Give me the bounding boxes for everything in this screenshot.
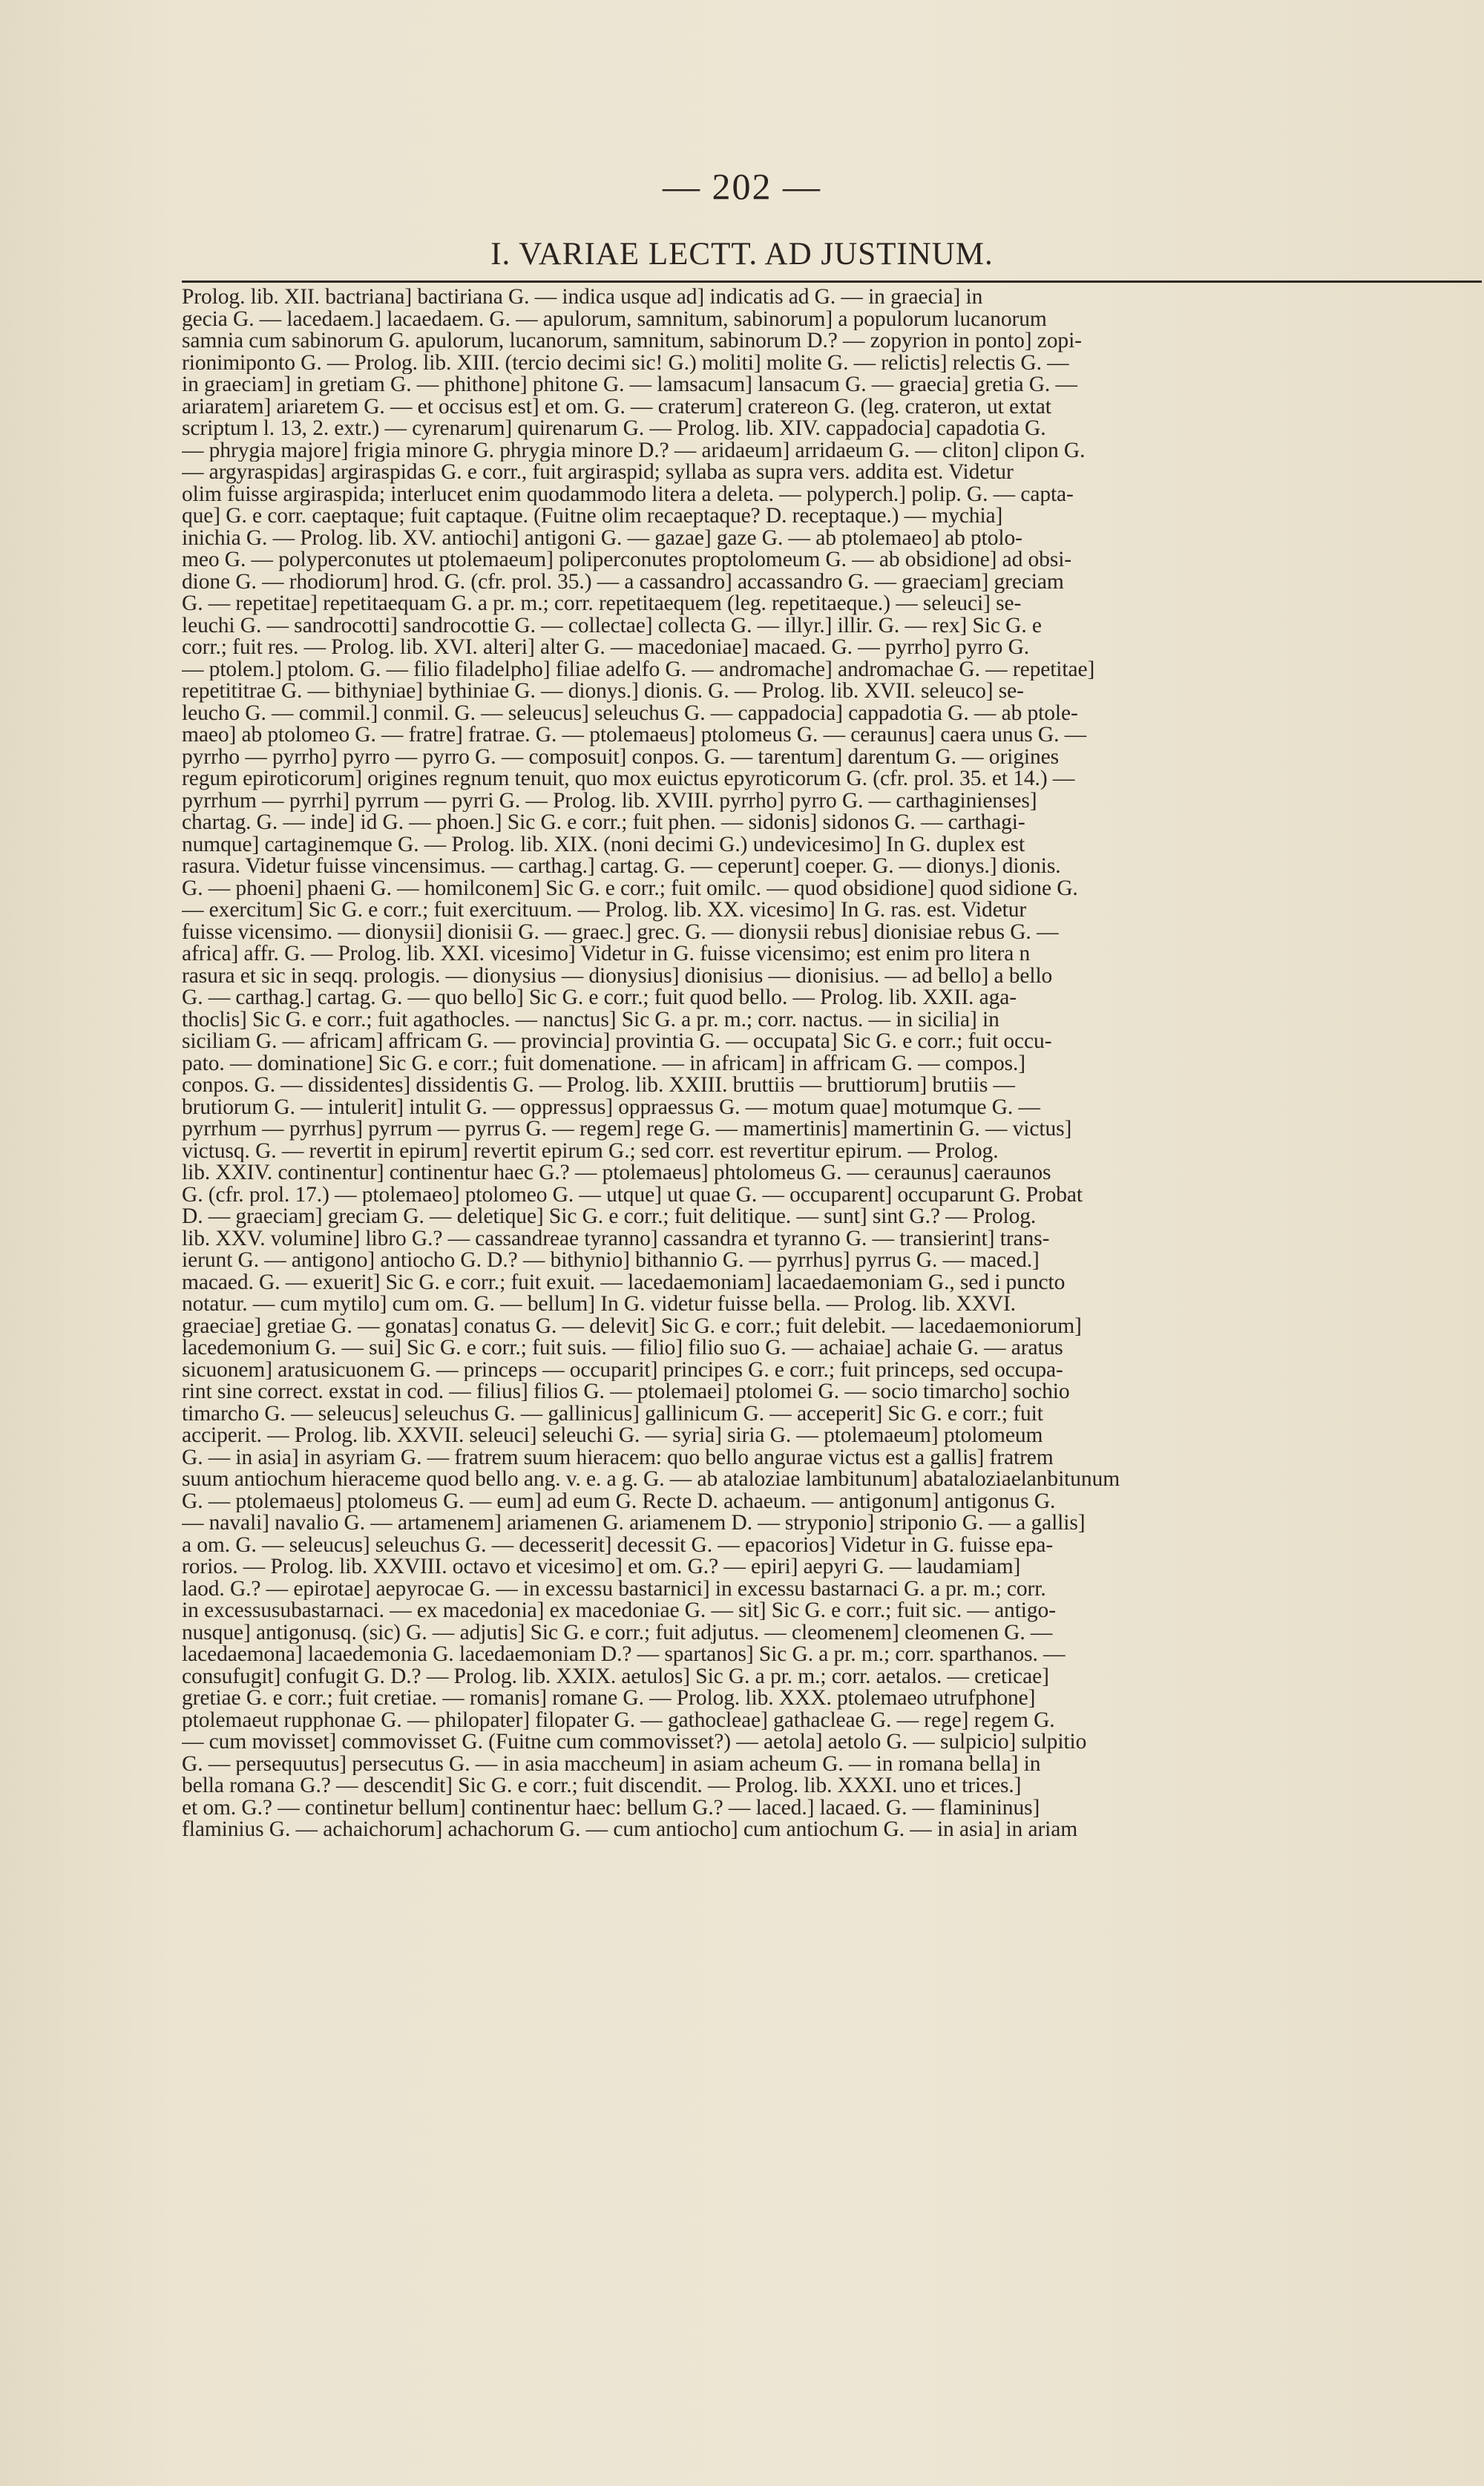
- text-line: bella romana G.? — descendit] Sic G. e corr.; fuit discendit. — Prolog. lib. XXXI. uno et trices.]: [182, 1775, 1022, 1797]
- text-line: in graeciam] in gretiam G. — phithone] phitone G. — lamsacum] lansacum G. — graecia] gretia G. —: [182, 374, 1077, 396]
- text-line: G. (cfr. prol. 17.) — ptolemaeo] ptolomeo G. — utque] ut quae G. — occuparent] occuparunt G. Probat: [182, 1184, 1083, 1206]
- text-line: thoclis] Sic G. e corr.; fuit agathocles. — nanctus] Sic G. a pr. m.; corr. nactus. — in sicilia] in: [182, 1008, 999, 1031]
- text-line: pyrrhum — pyrrhus] pyrrum — pyrrus G. — regem] rege G. — mamertinis] mamertinin G. — victus]: [182, 1118, 1072, 1141]
- running-head: I. VARIAE LECTT. AD JUSTINUM.: [490, 237, 994, 272]
- text-line: G. — repetitae] repetitaequam G. a pr. m.; corr. repetitaequem (leg. repetitaeque.) — seleuci] se-: [182, 593, 1022, 615]
- text-line: maeo] ab ptolomeo G. — fratre] fratrae. G. — ptolemaeus] ptolomeus G. — ceraunus] caera unus G. —: [182, 724, 1087, 747]
- text-line: victusq. G. — revertit in epirum] revertit epirum G.; sed corr. est revertitur epirum. — Prolog.: [182, 1140, 999, 1162]
- text-line: — ptolem.] ptolom. G. — filio filadelpho] filiae adelfo G. — andromache] andromachae G. — repetitae]: [182, 658, 1095, 680]
- text-line: G. — ptolemaeus] ptolomeus G. — eum] ad eum G. Recte D. achaeum. — antigonum] antigonus G.: [182, 1490, 1056, 1512]
- text-line: timarcho G. — seleucus] seleuchus G. — gallinicus] gallinicum G. — acceperit] Sic G. e corr.; fuit: [182, 1403, 1043, 1425]
- text-line: samnia cum sabinorum G. apulorum, lucanorum, samnitum, sabinorum D.? — zopyrion in ponto] zopi-: [182, 330, 1082, 352]
- text-line: — navali] navalio G. — artamenem] ariamenen G. ariamenem D. — stryponio] striponio G. — a gallis]: [182, 1512, 1086, 1535]
- text-line: in excessusubastarnaci. — ex macedonia] ex macedoniae G. — sit] Sic G. e corr.; fuit sic. — antigo-: [182, 1600, 1056, 1622]
- text-line: acciperit. — Prolog. lib. XXVII. seleuci] seleuchi G. — syria] siria G. — ptolemaeum] ptolomeum: [182, 1425, 1043, 1447]
- text-line: D. — graeciam] greciam G. — deletique] Sic G. e corr.; fuit delitique. — sunt] sint G.? — Prolog.: [182, 1206, 1037, 1228]
- text-line: chartag. G. — inde] id G. — phoen.] Sic G. e corr.; fuit phen. — sidonis] sidonos G. — carthagi-: [182, 812, 1025, 834]
- apparatus-text: [182, 286, 1482, 1841]
- text-line: — phrygia majore] frigia minore G. phrygia minore D.? — aridaeum] arridaeum G. — cliton] clipon G.: [182, 439, 1086, 462]
- text-line: a om. G. — seleucus] seleuchus G. — decesserit] decessit G. — epacorios] Videtur in G. fuisse epa-: [182, 1534, 1054, 1556]
- text-line: dione G. — rhodiorum] hrod. G. (cfr. prol. 35.) — a cassandro] accassandro G. — graeciam] greciam: [182, 571, 1064, 593]
- text-line: notatur. — cum mytilo] cum om. G. — bellum] In G. videtur fuisse bella. — Prolog. lib. XXVI.: [182, 1293, 1016, 1316]
- text-line: — cum movisset] commovisset G. (Fuitne cum commovisset?) — aetola] aetolo G. — sulpicio] sulpitio: [182, 1731, 1087, 1754]
- text-line: G. — persequutus] persecutus G. — in asia maccheum] in asiam acheum G. — in romana bella] in: [182, 1753, 1041, 1775]
- text-line: graeciae] gretiae G. — gonatas] conatus G. — delevit] Sic G. e corr.; fuit delebit. — lacedaemoniorum]: [182, 1315, 1082, 1337]
- text-line: fuisse vicensimo. — dionysii] dionisii G. — graec.] grec. G. — dionysii rebus] dionisiae rebus G. —: [182, 921, 1059, 943]
- text-line: rionimiponto G. — Prolog. lib. XIII. (tercio decimi sic! G.) moliti] molite G. — relictis] relectis G. —: [182, 352, 1069, 374]
- text-line: consufugit] confugit G. D.? — Prolog. lib. XXIX. aetulos] Sic G. a pr. m.; corr. aetalos. — creticae]: [182, 1665, 1049, 1688]
- text-line: ierunt G. — antigono] antiocho G. D.? — bithynio] bithannio G. — pyrrhus] pyrrus G. — maced.]: [182, 1250, 1040, 1272]
- text-line: africa] affr. G. — Prolog. lib. XXI. vicesimo] Videtur in G. fuisse vicensimo; est enim pro litera n: [182, 943, 1031, 965]
- text-line: leucho G. — commil.] conmil. G. — seleucus] seleuchus G. — cappadocia] cappadotia G. — ab ptole-: [182, 702, 1078, 724]
- text-line: siciliam G. — africam] affricam G. — provincia] provintia G. — occupata] Sic G. e corr.; fuit occu-: [182, 1031, 1052, 1053]
- text-line: lib. XXIV. continentur] continentur haec G.? — ptolemaeus] phtolomeus G. — ceraunus] caeraunos: [182, 1162, 1051, 1184]
- text-line: rorios. — Prolog. lib. XXVIII. octavo et vicesimo] et om. G.? — epiri] aepyri G. — laudamiam]: [182, 1556, 1021, 1578]
- text-line: flaminius G. — achaichorum] achachorum G. — cum antiocho] cum antiochum G. — in asia] in ariam: [182, 1819, 1078, 1841]
- text-line: que] G. e corr. caeptaque; fuit captaque. (Fuitne olim recaeptaque? D. receptaque.) — mychia]: [182, 505, 1003, 528]
- text-line: Prolog. lib. XII. bactriana] bactiriana G. — indica usque ad] indicatis ad G. — in graecia] in: [182, 286, 983, 309]
- text-line: numque] cartaginemque G. — Prolog. lib. XIX. (noni decimi G.) undevicesimo] In G. duplex est: [182, 833, 1025, 856]
- text-line: G. — in asia] in asyriam G. — fratrem suum hieracem: quo bello angurae victus est a gallis] fratrem: [182, 1446, 1054, 1469]
- text-line: corr.; fuit res. — Prolog. lib. XVI. alteri] alter G. — macedoniae] macaed. G. — pyrrho] pyrro G.: [182, 637, 1030, 659]
- text-line: laod. G.? — epirotae] aepyrocae G. — in excessu bastarnici] in excessu bastarnaci G. a pr. m.; corr.: [182, 1578, 1046, 1600]
- text-line: pyrrhum — pyrrhi] pyrrum — pyrri G. — Prolog. lib. XVIII. pyrrho] pyrro G. — carthaginienses]: [182, 790, 1037, 812]
- text-line: inichia G. — Prolog. lib. XV. antiochi] antigoni G. — gazae] gaze G. — ab ptolemaeo] ab ptolo-: [182, 527, 1022, 549]
- text-line: et om. G.? — continetur bellum] continentur haec: bellum G.? — laced.] lacaed. G. — flamininus]: [182, 1797, 1040, 1819]
- text-line: rasura. Videtur fuisse vincensimus. — carthag.] cartag. G. — ceperunt] coeper. G. — dionys.] dionis.: [182, 856, 1061, 878]
- text-line: — exercitum] Sic G. e corr.; fuit exercituum. — Prolog. lib. XX. vicesimo] In G. ras. est. Videtur: [182, 899, 1027, 922]
- text-line: ariaratem] ariaretem G. — et occisus est] et om. G. — craterum] cratereon G. (leg. crateron, ut extat: [182, 396, 1051, 418]
- text-line: ptolemaeut rupphonae G. — philopater] filopater G. — gathocleae] gathacleae G. — rege] regem G.: [182, 1709, 1055, 1731]
- text-line: gecia G. — lacedaem.] lacaedaem. G. — apulorum, samnitum, sabinorum] a populorum lucanorum: [182, 308, 1047, 330]
- text-line: sicuonem] aratusicuonem G. — princeps — occuparit] principes G. e corr.; fuit princeps, sed occupa-: [182, 1359, 1063, 1381]
- text-line: olim fuisse argiraspida; interlucet enim quodammodo litera a deleta. — polyperch.] polip. G. — capta-: [182, 483, 1074, 505]
- text-line: leuchi G. — sandrocotti] sandrocottie G. — collectae] collecta G. — illyr.] illir. G. — rex] Sic G. e: [182, 614, 1042, 637]
- text-line: regum epiroticorum] origines regnum tenuit, quo mox euictus epyroticorum G. (cfr. prol. 35. et 14.) —: [182, 768, 1075, 790]
- text-line: meo G. — polyperconutes ut ptolemaeum] poliperconutes proptolomeum G. — ab obsidione] ad obsi-: [182, 549, 1072, 571]
- text-line: conpos. G. — dissidentes] dissidentis G. — Prolog. lib. XXIII. bruttiis — bruttiorum] brutiis —: [182, 1075, 1015, 1097]
- text-line: lacedaemona] lacaedemonia G. lacedaemoniam D.? — spartanos] Sic G. a pr. m.; corr. sparthanos. —: [182, 1644, 1066, 1666]
- text-line: G. — carthag.] cartag. G. — quo bello] Sic G. e corr.; fuit quod bello. — Prolog. lib. XXII. aga-: [182, 987, 1017, 1009]
- text-line: repetititrae G. — bithyniae] bythiniae G. — dionys.] dionis. G. — Prolog. lib. XVII. seleuco] se-: [182, 680, 1024, 703]
- text-line: G. — phoeni] phaeni G. — homilconem] Sic G. e corr.; fuit omilc. — quod obsidione] quod sidione G.: [182, 877, 1078, 899]
- text-line: suum antiochum hieraceme quod bello ang. v. e. a g. G. — ab ataloziae lambitunum] abataloziaelanbitunum: [182, 1469, 1120, 1491]
- text-line: gretiae G. e corr.; fuit cretiae. — romanis] romane G. — Prolog. lib. XXX. ptolemaeo utrufphone]: [182, 1688, 1036, 1710]
- text-line: nusque] antigonusq. (sic) G. — adjutis] Sic G. e corr.; fuit adjutus. — cleomenem] cleomenen G. —: [182, 1621, 1053, 1644]
- page-number: — 202 —: [663, 165, 821, 207]
- text-line: scriptum l. 13, 2. extr.) — cyrenarum] quirenarum G. — Prolog. lib. XIV. cappadocia] capadotia G.: [182, 418, 1046, 440]
- text-line: macaed. G. — exuerit] Sic G. e corr.; fuit exuit. — lacedaemoniam] lacaedaemoniam G., sed i puncto: [182, 1271, 1066, 1293]
- text-line: rasura et sic in seqq. prologis. — dionysius — dionysius] dionisius — dionisius. — ad bello] a bello: [182, 965, 1053, 987]
- header-rule: [182, 281, 1482, 283]
- text-line: brutiorum G. — intulerit] intulit G. — oppressus] oppraessus G. — motum quae] motumque G. —: [182, 1096, 1040, 1118]
- text-line: lacedemonium G. — sui] Sic G. e corr.; fuit suis. — filio] filio suo G. — achaiae] achaie G. — aratus: [182, 1337, 1063, 1360]
- text-line: — argyraspidas] argiraspidas G. e corr., fuit argiraspid; syllaba as supra vers. addita est. Videtur: [182, 462, 1014, 484]
- text-line: pyrrho — pyrrho] pyrro — pyrro G. — composuit] conpos. G. — tarentum] darentum G. — origines: [182, 746, 1060, 768]
- text-line: lib. XXV. volumine] libro G.? — cassandreae tyranno] cassandra et tyranno G. — transierint] trans-: [182, 1227, 1050, 1250]
- text-line: rint sine correct. exstat in cod. — filius] filios G. — ptolemaei] ptolomei G. — socio timarcho] sochio: [182, 1381, 1070, 1403]
- text-line: pato. — dominatione] Sic G. e corr.; fuit domenatione. — in africam] in affricam G. — compos.]: [182, 1052, 1025, 1075]
